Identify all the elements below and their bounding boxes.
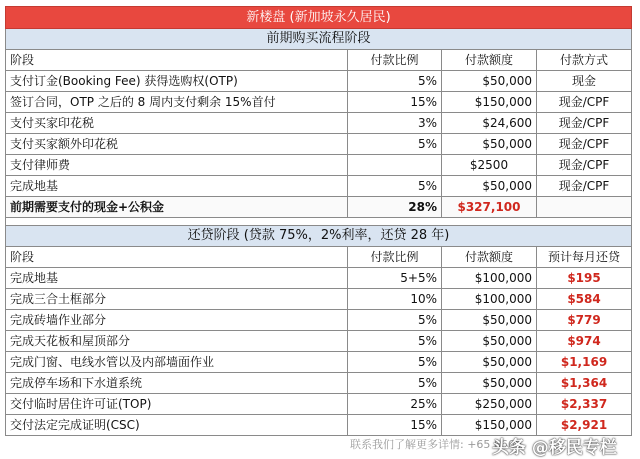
phase2-header-monthly: 预计每月还贷 [537, 247, 632, 268]
phase1-row [6, 134, 632, 155]
monthly-cell: $195 [537, 268, 632, 289]
stage-cell: 完成地基 [6, 268, 348, 289]
stage-cell: 完成天花板和屋顶部分 [6, 331, 348, 352]
total-label: 前期需要支付的现金+公积金 [6, 197, 348, 218]
method-cell: 现金/CPF [537, 92, 632, 113]
amount-cell: $50,000 [442, 71, 537, 92]
phase1-title: 前期购买流程阶段 [6, 29, 632, 50]
amount-cell: $100,000 [442, 268, 537, 289]
monthly-cell: $2,337 [537, 394, 632, 415]
stage-cell: 交付临时居住许可证(TOP) [6, 394, 348, 415]
monthly-cell: $2,921 [537, 415, 632, 436]
stage-cell: 交付法定完成证明(CSC) [6, 415, 348, 436]
phase2-header-amount: 付款额度 [442, 247, 537, 268]
ratio-cell: 10% [348, 289, 442, 310]
amount-cell: $100,000 [442, 289, 537, 310]
phase1-header-ratio: 付款比例 [348, 50, 442, 71]
phase1-total-row [6, 197, 632, 218]
phase2-row [6, 373, 632, 394]
phase2-row [6, 394, 632, 415]
phase2-header-row [6, 247, 632, 268]
phase2-row [6, 268, 632, 289]
ratio-cell: 15% [348, 415, 442, 436]
amount-cell: $50,000 [442, 352, 537, 373]
total-empty-cell [537, 197, 632, 218]
method-cell: 现金/CPF [537, 176, 632, 197]
amount-cell: $50,000 [442, 373, 537, 394]
stage-cell: 完成门窗、电线水管以及内部墙面作业 [6, 352, 348, 373]
phase1-row [6, 155, 632, 176]
ratio-cell: 5% [348, 373, 442, 394]
ratio-cell: 5% [348, 310, 442, 331]
stage-cell: 支付律师费 [6, 155, 348, 176]
phase2-title: 还贷阶段 (贷款 75%，2%利率，还贷 28 年) [6, 226, 632, 247]
ratio-cell: 5% [348, 71, 442, 92]
stage-cell: 支付订金(Booking Fee) 获得选购权(OTP) [6, 71, 348, 92]
phase1-header-method: 付款方式 [537, 50, 632, 71]
footer [0, 433, 640, 459]
amount-cell: $150,000 [442, 415, 537, 436]
phase1-header-stage: 阶段 [6, 50, 348, 71]
phase2-row [6, 289, 632, 310]
phase2-title-row [6, 226, 632, 247]
stage-cell: 完成停车场和下水道系统 [6, 373, 348, 394]
stage-cell: 支付买家额外印花税 [6, 134, 348, 155]
amount-cell: $50,000 [442, 331, 537, 352]
phase1-row [6, 176, 632, 197]
phase2-header-ratio: 付款比例 [348, 247, 442, 268]
amount-cell: $2500 [442, 155, 537, 176]
monthly-cell: $779 [537, 310, 632, 331]
phase2-row [6, 331, 632, 352]
watermark: 头条 @移民专栏 [492, 438, 617, 458]
phase2-row [6, 310, 632, 331]
ratio-cell: 15% [348, 92, 442, 113]
stage-cell: 完成三合土框部分 [6, 289, 348, 310]
phase2-row [6, 352, 632, 373]
ratio-cell: 5% [348, 331, 442, 352]
total-amount: $327,100 [442, 197, 537, 218]
phase1-header-amount: 付款额度 [442, 50, 537, 71]
amount-cell: $24,600 [442, 113, 537, 134]
phase1-row [6, 92, 632, 113]
amount-cell: $250,000 [442, 394, 537, 415]
monthly-cell: $1,364 [537, 373, 632, 394]
amount-cell: $50,000 [442, 134, 537, 155]
method-cell: 现金/CPF [537, 113, 632, 134]
ratio-cell: 5% [348, 134, 442, 155]
banner-row [6, 7, 632, 29]
ratio-cell: 25% [348, 394, 442, 415]
phase2-header-stage: 阶段 [6, 247, 348, 268]
stage-cell: 支付买家印花税 [6, 113, 348, 134]
method-cell: 现金/CPF [537, 134, 632, 155]
stage-cell: 完成砖墙作业部分 [6, 310, 348, 331]
payment-sheet [5, 6, 631, 436]
amount-cell: $150,000 [442, 92, 537, 113]
stage-cell: 签订合同，OTP 之后的 8 周内支付剩余 15%首付 [6, 92, 348, 113]
ratio-cell: 5+5% [348, 268, 442, 289]
ratio-cell [348, 155, 442, 176]
phase1-header-row [6, 50, 632, 71]
gap-row [6, 218, 632, 226]
total-ratio: 28% [348, 197, 442, 218]
amount-cell: $50,000 [442, 310, 537, 331]
monthly-cell: $584 [537, 289, 632, 310]
contact-note: 联系我们了解更多详情: +65 8660 [350, 438, 522, 451]
ratio-cell: 5% [348, 176, 442, 197]
payment-table [5, 6, 632, 436]
stage-cell: 完成地基 [6, 176, 348, 197]
monthly-cell: $974 [537, 331, 632, 352]
method-cell: 现金 [537, 71, 632, 92]
page-title: 新楼盘 (新加坡永久居民) [6, 7, 632, 29]
ratio-cell: 3% [348, 113, 442, 134]
method-cell: 现金/CPF [537, 155, 632, 176]
phase1-row [6, 113, 632, 134]
monthly-cell: $1,169 [537, 352, 632, 373]
ratio-cell: 5% [348, 352, 442, 373]
phase1-title-row [6, 29, 632, 50]
amount-cell: $50,000 [442, 176, 537, 197]
phase1-row [6, 71, 632, 92]
gap-cell [6, 218, 632, 226]
